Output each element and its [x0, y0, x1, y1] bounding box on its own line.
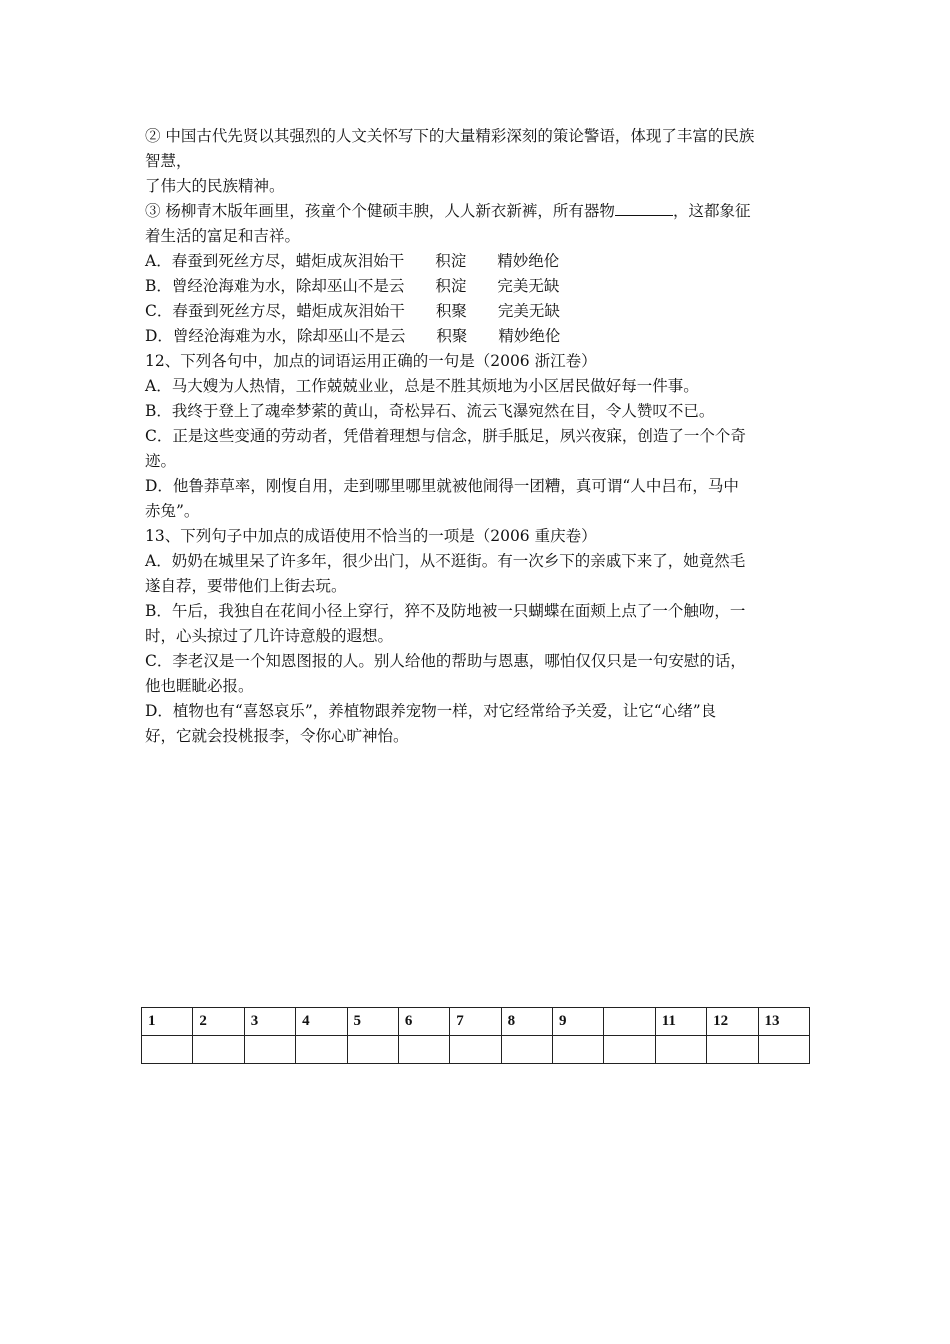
text-line: 了伟大的民族精神。 — [145, 177, 285, 195]
text-line: 时，心头掠过了几许诗意般的遐想。 — [145, 627, 394, 645]
answer-cell[interactable] — [142, 1036, 193, 1064]
question-12-title: 12、下列各句中，加点的词语运用正确的一句是（2006 浙江卷） — [145, 352, 597, 370]
answer-cell[interactable] — [244, 1036, 295, 1064]
text-line: 赤兔”。 — [145, 502, 200, 520]
option-a: A．奶奶在城里呆了许多年，很少出门，从不逛街。有一次乡下的亲戚下来了，她竟然毛 — [145, 552, 746, 570]
option-a: A．春蚕到死丝方尽，蜡炬成灰泪始干 积淀 精妙绝伦 — [145, 252, 560, 270]
question-13-title: 13、下列句子中加点的成语使用不恰当的一项是（2006 重庆卷） — [145, 527, 597, 545]
text-line: 遂自荐，要带他们上街去玩。 — [145, 577, 347, 595]
answer-header-cell: 8 — [501, 1008, 552, 1036]
answer-header-cell: 6 — [398, 1008, 449, 1036]
answer-header-cell: 4 — [296, 1008, 347, 1036]
option-c: C．正是这些变通的劳动者，凭借着理想与信念，胼手胝足，夙兴夜寐，创造了一个个奇 — [145, 427, 746, 445]
text-line: 着生活的富足和吉祥。 — [145, 227, 301, 245]
option-b: B．我终于登上了魂牵梦萦的黄山，奇松异石、流云飞瀑宛然在目，令人赞叹不已。 — [145, 402, 715, 420]
text-segment: ，这都象征 — [672, 202, 751, 220]
option-d: D．曾经沧海难为水，除却巫山不是云 积聚 精妙绝伦 — [145, 327, 561, 345]
answer-cell[interactable] — [450, 1036, 501, 1064]
answer-header-cell: 9 — [553, 1008, 604, 1036]
fill-in-blank — [615, 200, 673, 216]
answer-cell[interactable] — [193, 1036, 244, 1064]
answer-cell[interactable] — [296, 1036, 347, 1064]
text-line: ② 中国古代先贤以其强烈的人文关怀写下的大量精彩深刻的策论警语，体现了丰富的民族 — [145, 127, 755, 145]
text-line: 迹。 — [145, 452, 177, 470]
answer-header-cell: 11 — [655, 1008, 706, 1036]
text-line-with-blank — [145, 199, 809, 224]
answer-cell[interactable] — [707, 1036, 758, 1064]
option-c: C．春蚕到死丝方尽，蜡炬成灰泪始干 积聚 完美无缺 — [145, 302, 560, 320]
answer-table — [141, 1007, 810, 1064]
text-line: 智慧， — [145, 152, 192, 170]
answer-cell[interactable] — [398, 1036, 449, 1064]
text-line: 好，它就会投桃报李，令你心旷神怡。 — [145, 727, 409, 745]
option-c: C．李老汉是一个知恩图报的人。别人给他的帮助与恩惠，哪怕仅仅只是一句安慰的话， — [145, 652, 746, 670]
answer-cell[interactable] — [501, 1036, 552, 1064]
option-b: B．曾经沧海难为水，除却巫山不是云 积淀 完美无缺 — [145, 277, 560, 295]
answer-table-input-row — [142, 1036, 810, 1064]
answer-cell[interactable] — [604, 1036, 655, 1064]
option-d: D．他鲁莽草率，刚愎自用，走到哪里哪里就被他闹得一团糟，真可谓“人中吕布，马中 — [145, 477, 739, 495]
answer-cell[interactable] — [553, 1036, 604, 1064]
answer-header-cell — [604, 1008, 655, 1036]
answer-header-cell: 13 — [758, 1008, 810, 1036]
answer-header-cell: 1 — [142, 1008, 193, 1036]
option-a: A．马大嫂为人热情，工作兢兢业业，总是不胜其烦地为小区居民做好每一件事。 — [145, 377, 699, 395]
answer-header-cell: 7 — [450, 1008, 501, 1036]
question-text-block — [145, 124, 809, 749]
answer-cell[interactable] — [347, 1036, 398, 1064]
answer-header-cell: 3 — [244, 1008, 295, 1036]
answer-cell[interactable] — [758, 1036, 810, 1064]
answer-header-cell: 12 — [707, 1008, 758, 1036]
option-b: B．午后，我独自在花间小径上穿行，猝不及防地被一只蝴蝶在面颊上点了一个触吻，一 — [145, 602, 746, 620]
answer-header-cell: 5 — [347, 1008, 398, 1036]
text-segment: ③ 杨柳青木版年画里，孩童个个健硕丰腴，人人新衣新裤，所有器物 — [145, 202, 615, 220]
answer-header-cell: 2 — [193, 1008, 244, 1036]
answer-table-header-row — [142, 1008, 810, 1036]
answer-cell[interactable] — [655, 1036, 706, 1064]
text-line: 他也睚眦必报。 — [145, 677, 254, 695]
option-d: D．植物也有“喜怒哀乐”，养植物跟养宠物一样，对它经常给予关爱，让它“心绪”良 — [145, 702, 717, 720]
